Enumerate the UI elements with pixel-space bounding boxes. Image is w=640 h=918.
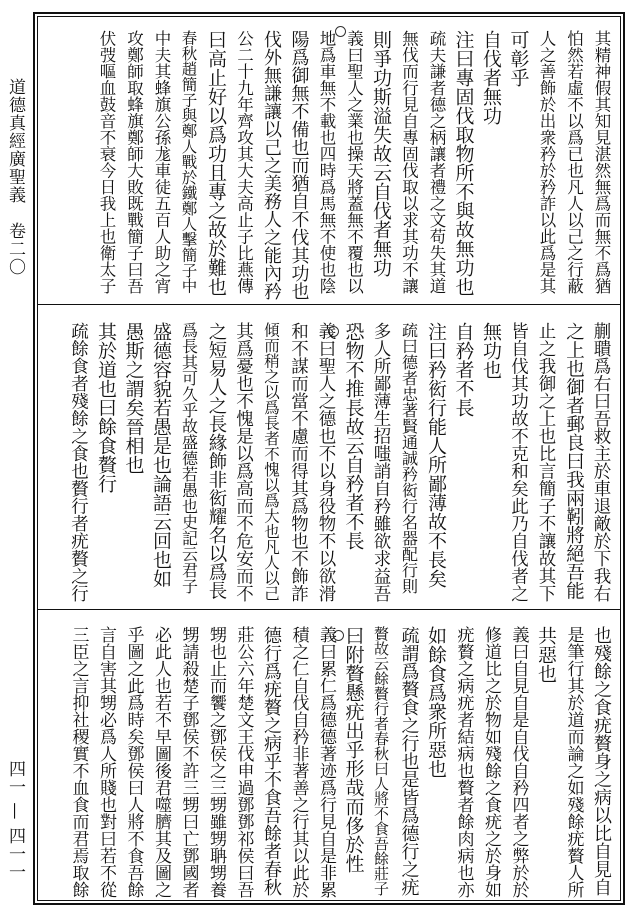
page-number: 四一 — 四一一	[5, 760, 25, 881]
text-column: 注曰專固伐取物所不與故無功也	[452, 30, 475, 296]
text-column: 中夫其蜂旗公孫尨車徒五百人助之宵	[152, 30, 171, 294]
text-column: 乎圖之此爲時矣鄧侯曰人將不食吾餘	[123, 626, 144, 898]
text-column: 莊公六年楚文王伐申過鄧鄧祁侯曰吾	[233, 626, 254, 898]
text-column: 之上也御者郵良曰我兩靷將絕吾能	[563, 322, 585, 600]
text-column: 和不謀而當不慮而得其爲物也不飾詐	[288, 322, 309, 602]
text-column: 春秋趙簡子與鄭人戰於鐵鄭人擊簡子中	[179, 30, 198, 294]
text-column: 可彰乎	[507, 30, 530, 87]
text-column: 攻鄭師取蜂旗鄭師大敗既戰簡子曰吾	[124, 30, 144, 294]
text-column: 陽爲御無不備也而猶自不伐其功也	[288, 30, 310, 300]
text-column: 曰高止好以爲功且專之故於難也	[205, 30, 227, 296]
text-column: 公二十九年齊攻其大夫高止子比燕傳	[234, 30, 254, 294]
text-column: 止之我御之上也比言簡子不讓故其下	[536, 322, 556, 602]
text-column: 其於道也曰餘食贅行	[95, 322, 117, 493]
text-column: 其精神假其知見湛然無爲而無不爲猶	[592, 30, 611, 294]
text-column: 甥請殺楚子鄧侯不許三甥曰亡鄧國者	[178, 626, 199, 898]
text-column: 愚斯之謂矣晉相也	[122, 322, 145, 474]
text-column: 是筆行其於道而論之如殘餘疣贅人所	[563, 626, 584, 898]
text-column: 言自害其甥必爲人所賤也對曰若不從	[96, 626, 116, 898]
panel-divider-2	[37, 609, 621, 610]
text-column: 傾而稍之以爲長者不愧以爲大也凡人以己	[262, 322, 280, 601]
text-column: 贅故云餘贅行者春秋曰人將不食吾餘莊子	[372, 626, 390, 896]
text-column: 疣贅之病疣者結病也贅者餘肉病也亦	[453, 626, 474, 898]
text-column: 如餘食爲衆所惡也	[425, 626, 447, 778]
text-column: 地爲車無不載也四時爲馬無不使也陰	[317, 30, 336, 294]
text-column: 疏夫謙者德之柄讓者禮之文苟失其道	[427, 30, 446, 294]
text-column: 人之善飾於出衆矜於矜詐以此爲是其	[537, 30, 556, 294]
volume-number: 卷二〇	[5, 222, 25, 276]
text-column: 德行爲疣贅之病乎不食吾餘者春秋	[261, 626, 282, 896]
text-column: 義曰聖人之德也不以身役物不以欲滑	[316, 322, 336, 602]
text-column: 多人所鄙薄生招嗤誚自矜雖欲求益吾	[371, 322, 391, 602]
text-column: 共惡也	[535, 626, 557, 683]
text-panel-top	[42, 30, 616, 300]
text-column: 曰附贅懸疣出乎形哉而侈於性	[342, 626, 365, 873]
text-column: 無伐而行見自專固伐取以求其功不讓	[399, 30, 419, 294]
text-column: 皆自伐其功故不克和矣此乃自伐者之	[508, 322, 529, 602]
text-column: 修道比之於物如殘餘之食疣之於身如	[481, 626, 501, 898]
text-column: 怕然若虛不以爲已也凡人以己之行蔽	[564, 30, 584, 294]
text-column: 無功也	[480, 322, 502, 379]
text-column: 甥也止而饗之鄧侯之三甥雖甥聃甥養	[206, 626, 226, 898]
text-column: 其爲憂也不愧是以爲高而不危安而不	[233, 322, 254, 602]
text-column: 義曰聖人之業也操天將蓋無不覆也以	[344, 30, 364, 294]
text-column: 疏曰德者忠著賢通誠矜衒行名器配行則	[399, 322, 419, 594]
book-title: 道德真經廣聖義	[5, 78, 25, 204]
text-column: 之短易人之長緣飾非衒耀名以爲長	[206, 322, 227, 600]
text-column: 自矜者不長	[452, 322, 475, 417]
text-panel-middle	[42, 322, 616, 602]
text-panel-bottom	[42, 626, 616, 898]
text-column: 義曰自見自是自伐自矜四者之弊於於	[508, 626, 529, 898]
text-column: 義曰累仁爲德德著迹爲行見自是非累	[316, 626, 336, 898]
text-column: 伐外無謙讓以己之美務人之能內矜	[261, 30, 282, 300]
text-column: 疏謂爲贅食之行也是皆爲德行之疣	[398, 626, 420, 896]
text-column: 三臣之言抑社稷實不血食而君焉取餘	[68, 626, 89, 898]
text-column: 則爭功斯溢失故云自伐者無功	[370, 30, 392, 277]
text-column: 伏弢嘔血鼓音不衰今日我上也衛太子	[97, 30, 116, 294]
text-column: 爲長其可久乎故盛德若愚也史記云君子	[179, 322, 199, 594]
text-column: 必此人也若不早圖後君噬臍其及圖之	[151, 626, 171, 898]
text-column: 積之仁自伐自矜非著善之行其以此於	[288, 626, 309, 898]
text-column: 蒯聵爲右曰吾救主於車退敵於下我右	[591, 322, 611, 602]
text-column: 也殘餘之食疣贅身之病以比自見自	[591, 626, 612, 896]
text-column: 自伐者無功	[480, 30, 502, 125]
text-column: 盛德容貌若愚是也論語云回也如	[150, 322, 172, 588]
panel-divider-1	[37, 304, 621, 305]
text-column: 疏餘食者殘餘之食也贅行者疣贅之行	[68, 322, 89, 602]
text-column: 恐物不推長故云自矜者不長	[342, 322, 365, 550]
text-column: 注曰矜衒行能人所鄙薄故不長矣	[425, 322, 447, 588]
